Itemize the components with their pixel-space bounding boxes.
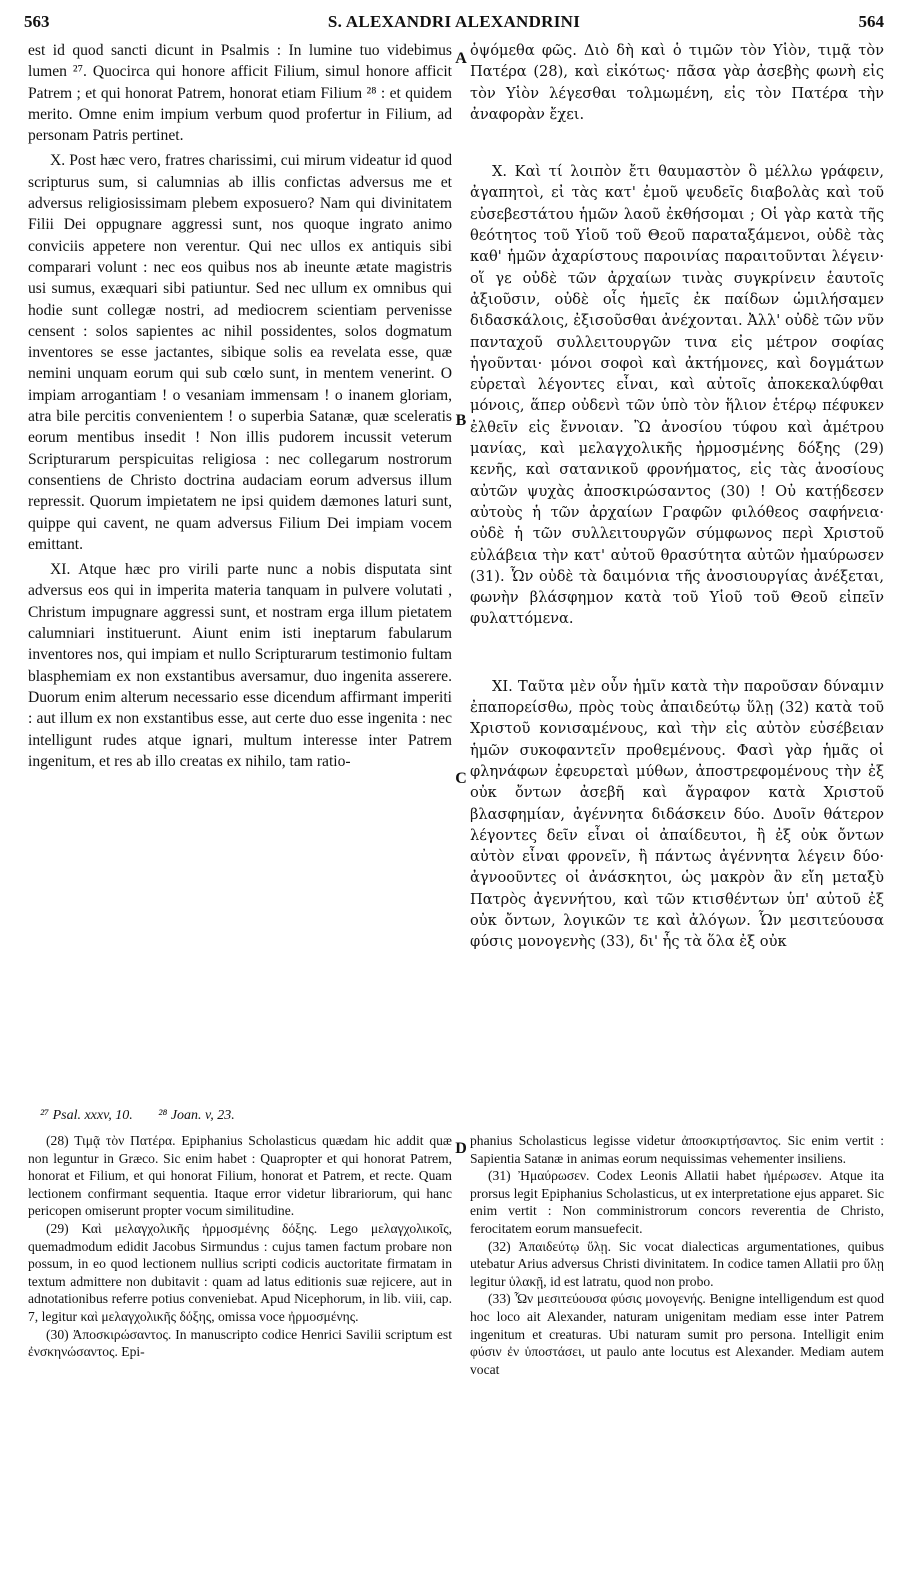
page-header — [24, 12, 884, 36]
footnote-29: (29) Καὶ μελαγχολικῆς ἠρμοσμένης δόξης. Lego μελαγχολικοῖς, quemadmodum edidit Jacobus Sirmundus : cujus tamen factum probare non possum, in eo quod lectionem nullius scripti codicis auctoritate firmatam in textum admittere non dubitavit : quam ad latus editionis suæ rejicere, aut in adnotationibus referre potius conveniebat. Apud Nicephorum, in lib. viii, cap. 7, legitur καὶ μελαγχολικῆς δόξης, omissa voce ἠρμοσμένης. — [28, 1220, 452, 1324]
reference-27: ²⁷ Psal. xxxv, 10. — [40, 1108, 133, 1123]
margin-marker-b: B — [455, 412, 467, 429]
greek-paragraph-xi: XI. Ταῦτα μὲν οὖν ἡμῖν κατὰ τὴν παροῦσαν δύναμιν ἐπαπορείσθω, πρὸς τοὺς ἀπαιδεύτῳ ὕλῃ (32) κατὰ τοῦ Χριστοῦ κονισαμένους, καὶ τὴν εἰς αὐτὸν εὐσέβειαν ἡμῶν συκοφαντεῖν προθεμένους. Φασὶ γὰρ ἡμᾶς οἱ φληνάφων ἐφευρεταὶ μύθων, ἀποστρεφομένους τὴν ἐξ οὐκ ὄντων ἀσεβῆ καὶ ἄγραφον κατὰ Χριστοῦ βλασφημίαν, ἀγέννητα διδάσκειν δύο. Δυοῖν θάτερον λέγοντες δεῖν εἶναι οἱ ἀπαίδευτοι, ἢ ἐξ οὐκ ὄντων αὐτὸν εἶναι φρονεῖν, ἢ πάντως ἀγέννητα λέγειν δύο· ἀγνοοῦντες οἱ ἀνάσκητοι, ὡς μακρὸν ἂν εἴη μεταξὺ Πατρὸς ἀγεννήτου, καὶ τῶν κτισθέντων ὑπ' αὐτοῦ ἐξ οὐκ ὄντων, λογικῶν τε καὶ ἀλόγων. Ὧν μεσιτεύουσα φύσις μονογενὴς (33), δι' ἧς τὰ ὅλα ἐξ οὐκ — [470, 677, 884, 951]
footnote-31: (31) Ἠμαύρωσεν. Codex Leonis Allatii habet ἠμέρωσεν. Atque ita prorsus legit Epiphanius Scholasticus, ut ex interpretatione ejus apparet. Sic enim vertit : Non comministrorum concors reverentia de Christo, ferocitatem eorum mansuefecit. — [470, 1168, 884, 1236]
footnotes-right — [470, 1132, 884, 1378]
latin-paragraph-x: X. Post hæc vero, fratres charissimi, cui mirum videatur id quod scripturus sum, si calumnias ab illis confictas adversus me et adversus religiosissimam plebem exposuero? Nam qui divinitatem Filii Dei oppugnare aggressi sunt, nos quoque ingrato animo conviciis appetere non verentur. Qui nec ullos ex antiquis sibi comparari volunt : nec eos quibus nos ab ineunte ætate magistris usi sumus, exæquari sibi patiuntur. Sed nec ullum ex omnibus qui hodie sunt collegæ nostri, ad mediocrem scientiam pervenisse censent : solos sapientes ac nihil possidentes, solos dogmatum inventores se esse jactantes, sibique solis ea revelata esse, quæ nemini unquam eorum qui sub cœlo sunt, in mentem venerint. O impiam arrogantiam ! o vesaniam immensam ! o inanem gloriam, atra bile percitis convenientem ! o superbia Satanæ, quæ sceleratis eorum mentibus insedit ! Non illis pudorem incussit veterum Scripturarum perspicuitas religiosa : nec collegarum nostrorum consentiens de Christo doctrina audaciam eorum adversus illum repressit. Quorum impietatem ne ipsi quidem dæmones laturi sunt, quippe qui cavent, ne quam adversus Filium Dei impiam vocem emittant. — [28, 152, 452, 553]
running-title: S. ALEXANDRI ALEXANDRINI — [327, 12, 581, 31]
latin-paragraph-intro: est id quod sancti dicunt in Psalmis : In lumine tuo videbimus lumen ²⁷. Quocirca qui honore afficit Filium, simul honore afficit Patrem ; et qui honorat Patrem, honorat etiam Filium ²⁸ : et quidem merito. Omne enim impium verbum quod profertur in Filium, ad personam Patris pertinet. — [28, 42, 452, 145]
footnotes-left — [28, 1132, 452, 1361]
latin-column — [28, 40, 452, 772]
margin-marker-a: A — [455, 50, 467, 67]
footnote-30-continued: phanius Scholasticus legisse videtur ἀποσκιρτήσαντος. Sic enim vertit : Sapientia Satanæ in animas eorum nequissimas vehementer insiliens. — [470, 1133, 884, 1166]
page-number-right: 564 — [858, 12, 884, 31]
footnote-28: (28) Τιμᾷ τὸν Πατέρα. Epiphanius Scholasticus quædam hic addit quæ non leguntur in Græco. Sic enim habet : Quapropter et qui honorat Patrem, honorat et Filium, et qui honorat Filium, honorat et Patrem, et recte. Quam lectionem confirmant sequentia. Itaque error videtur librariorum, qui hanc pericopen omiserunt propter vocum similitudine. — [28, 1133, 452, 1219]
footnote-32: (32) Ἀπαιδεύτῳ ὕλῃ. Sic vocat dialecticas argumentationes, quibus utebatur Arius adversus Christi divinitatem. In codice tamen Allatii pro ὕλῃ legitur ὑλακῇ, id est latratu, quod non probo. — [470, 1238, 884, 1289]
greek-paragraph-x: X. Καὶ τί λοιπὸν ἔτι θαυμαστὸν ὃ μέλλω γράφειν, ἀγαπητοὶ, εἰ τὰς κατ' ἐμοῦ ψευδεῖς διαβολὰς καὶ τοῦ εὐσεβεστάτου ἡμῶν λαοῦ ἐκθήσομαι ; Οἱ γὰρ κατὰ τῆς θεότητος τοῦ Υἱοῦ τοῦ Θεοῦ παραταξάμενοι, οὐδὲ τὰς καθ' ἡμῶν ἀχαρίστους παροινίας παραιτοῦνται λέγειν· οἵ γε οὐδὲ τῶν ἀρχαίων τινὰς συγκρίνειν ἑαυτοῖς ἀξιοῦσιν, οὐδὲ οἷς ἡμεῖς ἐκ παίδων ὡμιλήσαμεν διδασκάλοις, ἐξισοῦσθαι ἀνέχονται. Ἀλλ' οὐδὲ τῶν νῦν πανταχοῦ συλλειτουργῶν τινα εἰς μέτρον σοφίας ἡγοῦνται· μόνοι σοφοὶ καὶ ἀκτήμονες, καὶ δογμάτων εὑρεταὶ λέγοντες εἶναι, καὶ αὐτοῖς ἀποκεκαλύφθαι μόνοις, ἅπερ οὐδενὶ τῶν ὑπὸ τὸν ἥλιον ἑτέρῳ πέφυκεν ἐλθεῖν εἰς ἔννοιαν. Ὢ ἀνοσίου τύφου καὶ ἀμέτρου μανίας, καὶ μελαγχολικῆς ἠρμοσμένης δόξης (29) κενῆς, καὶ σατανικοῦ φρονήματος, εἰς τὰς ἀνοσίους αὐτῶν ψυχὰς ἀποσκιρώσαντος (30) ! Οὐ κατῄδεσεν αὐτοὺς ἡ τῶν ἀρχαίων Γραφῶν φιλόθεος σαφήνεια· οὐδὲ ἡ τῶν συλλειτουργῶν σύμφωνος περὶ Χριστοῦ εὐλάβεια τὴν κατ' αὐτοῦ θρασύτητα αὐτῶν ἠμαύρωσεν (31). Ὧν οὐδὲ τὰ δαιμόνια τῆς ἀνοσιουργίας ἀνέξεται, φωνὴν βλάσφημον κατὰ τοῦ Υἱοῦ τοῦ Θεοῦ εἰπεῖν φυλαττόμενα. — [470, 163, 884, 628]
greek-column — [470, 40, 884, 953]
reference-28: ²⁸ Joan. v, 23. — [158, 1108, 235, 1123]
margin-marker-d: D — [455, 1140, 467, 1157]
page-number-left: 563 — [24, 12, 50, 31]
scripture-references — [40, 1108, 257, 1124]
latin-paragraph-xi: XI. Atque hæc pro virili parte nunc a nobis disputata sint adversus eos qui in imperita materia tanquam in pulvere volutati , Christum impugnare aggressi sunt, et nostram erga illum pietatem calumniari instituerunt. Aiunt enim isti ineptarum fabularum inventores nos, qui impiam et nullo Scripturarum testimonio fultam blasphemiam ex non exstantibus aversamur, duo ingenita asserere. Duorum enim alterum necessario esse dicendum affirmant imperiti : aut illum ex non exstantibus esse, aut certe duo esse ingenita : nec intelligunt rudes atque ignari, multum interesse inter Patrem ingenitum, et res ab illo creatas ex nihilo, tam ratio- — [28, 561, 452, 770]
greek-paragraph-intro: ὀψόμεθα φῶς. Διὸ δὴ καὶ ὁ τιμῶν τὸν Υἱὸν, τιμᾷ τὸν Πατέρα (28), καὶ εἰκότως· πᾶσα γὰρ ἀσεβὴς φωνὴ εἰς τὸν Υἱὸν λέγεσθαι τολμωμένη, εἰς τὸν Πατέρα τὴν ἀναφορὰν ἔχει. — [470, 42, 884, 123]
footnote-30: (30) Ἀποσκιρώσαντος. In manuscripto codice Henrici Savilii scriptum est ἐνσκηνώσαντος. Epi- — [28, 1326, 452, 1360]
footnote-33: (33) Ὧν μεσιτεύουσα φύσις μονογενής. Benigne intelligendum est quod hoc loco ait Alexander, naturam unigenitam mediam esse inter Patrem ingenitum et creaturas. Ubi naturam sumit pro persona. Intelligit enim φύσιν ἐν ὑποστάσει, ut paulo ante locutus est Alexander. Mediam autem vocat — [470, 1291, 884, 1377]
margin-marker-c: C — [455, 770, 467, 787]
